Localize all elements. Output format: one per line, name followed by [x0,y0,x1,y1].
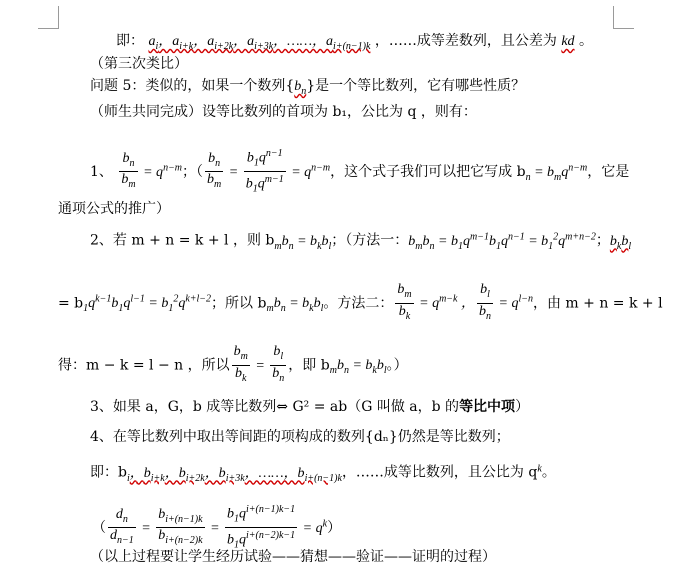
semicolon-paren: ；（ [182,163,204,180]
line-geometric-subsequence [90,460,556,487]
question-5-c: }是一个等比数列，它有哪些性质？ [306,78,526,94]
method-1-derivation: $b_mb_n = b_1q^{m-1}b_1q^{n-1} = b_1^2q^{m+n-2}$ [408,231,596,252]
item-3-text: 3、如果 a，G，b 成等比数列⇔ G² = ab（G 叫做 a，b 的 [90,399,460,415]
eq-q-n-m: = $q^{n-m}$ [139,162,183,180]
get-text: 得：m − k = l − n ，所以 [58,357,230,374]
close-paren: 。） [386,357,408,374]
namely-text: ，即 b [288,357,330,374]
teaching-note-text: （以上过程要让学生经历试验——猜想——验证——证明的过程） [90,549,496,565]
line-property-1: 1、 $\frac{b_n}{b_m}$ = $q^{n-m}$；（ $\frac{b_n}{b_m}$ = $\frac{b_1q^{n-1}}{b_1q^{m-1}}$ = $q^{n-m}$，这个式子我们可以把它写成 $b_n = b_mq^{n-m}$，它是 [90,146,629,198]
item-1-label: 1、 [90,163,113,180]
rewrite-text: ，这个式子我们可以把它写成 b [330,163,526,180]
formula-bm-bn: $_mb_n = b_kb_l$ [274,233,332,252]
ji-2: 即：b [90,464,127,481]
crop-mark-top-right [613,6,614,28]
line-generalization [58,200,170,218]
line-teaching-note [90,548,496,566]
bk-bl: $b_kb_l$ [609,233,632,252]
so-text: ；所以 b [211,295,267,312]
line-property-4 [90,428,510,446]
method-1-label: ；（方法一： [331,232,409,249]
fraction-bm-bk: $\frac{b_m}{b_k}$ [397,282,412,322]
seq-b: $b_n$ [294,79,307,97]
line-conclusion: 得：m − k = l − n ，所以 $\frac{b_m}{b_k}$ = $\frac{b_l}{b_n}$ ，即 $b_mb_n = b_kb_l$。） [58,344,408,387]
item-4-text: 4、在等比数列中取出等间距的项构成的数列{dₙ}仍然是等比数列； [90,429,510,445]
fraction-b1q: $\frac{b_1q^{i+(n-1)k-1}}{b_1q^{i+(n-2)k-1}}$ [227,504,296,551]
line-property-3 [90,398,529,416]
conclusion-2: $_mb_n = b_kb_l$ [329,358,387,377]
line-question-5 [90,77,525,101]
question-5-a: 问题 5：类似的，如果一个数列{ [90,78,295,94]
fraction-bl-bn-2: $\frac{b_l}{b_n}$ [272,344,285,384]
line-setup [90,103,477,121]
crop-mark-top-left-h [38,28,59,29]
fraction-b-index: $\frac{b_{i+(n-1)k}}{b_{i+(n-2)k}}$ [158,506,203,547]
geometric-mean-term: 等比中项 [459,399,516,415]
fraction-expanded: $\frac{b_1q^{n-1}}{b_1q^{m-1}}$ [245,148,284,195]
ratio-qk: k [537,463,542,474]
geo-term-list: $_i$，$b_{i+k}$，$b_{i+2k}$，$b_{i+3k}$，……，$b_{i+(n-1)k}$ [126,465,342,484]
close-paren-3: ） [515,399,530,415]
line-derivation-cont: = $b_1q^{k-1}b_1q^{l-1} = b_1^2q^{k+l-2}$；所以 $b_mb_n = b_kb_l$。方法二： $\frac{b_m}{b_k}$ = $q^{m-k}$ ， $\frac{b_l}{b_n}$ = $q^{l-n}$，由 m + n = k + l [58,282,663,325]
geo-conclusion: ，……成等比数列，且公比为 q [341,464,538,481]
fraction-dn: $\frac{d_n}{d_{n-1}}$ [110,506,134,547]
semicolon: ； [595,232,610,249]
crop-mark-top-right-h [613,28,634,29]
formula-bn-bm: $_n = b_mq^{n-m}$ [525,162,588,183]
fraction-bm-bk-2: $\frac{b_m}{b_k}$ [233,344,248,384]
conclusion-1: $_mb_n = b_kb_l$ [266,296,324,315]
close-paren-2: ） [327,519,342,536]
period-2: 。 [541,464,556,481]
third-analogy-text: （第三次类比） [90,56,188,72]
method-1-cont: $_1q^{k-1}b_1q^{l-1} = b_1^2q^{k+l-2}$ [83,293,212,315]
by-text: ，由 m + n = k + l [532,295,663,312]
line-property-2 [90,228,631,255]
fraction-bn-bm-2: $\frac{b_n}{b_m}$ [207,150,222,191]
open-paren: （ [92,519,106,536]
text-ji: 即： [116,33,144,49]
line-arithmetic-subsequence [116,32,593,56]
item-2-condition: 2、若 m + n = k + l ，则 b [90,232,275,249]
fraction-bl-bn: $\frac{b_l}{b_n}$ [479,282,491,322]
term-list: $a_i$，$a_{i+k}$，$a_{i+2k}$，$a_{i+3k}$，……，$a_{i+(n-1)k}$ [148,34,371,52]
eq-b: = b [58,295,84,312]
line-third-analogy [90,55,188,73]
crop-mark-top-left [58,6,59,28]
line-ratio-formula: （ $\frac{d_n}{d_{n-1}}$ = $\frac{b_{i+(n-1)k}}{b_{i+(n-2)k}}$ = $\frac{b_1q^{i+(n-1)k-1}}{b_1q^{i+(n-2)k-1}}$ = $q^k$） [92,502,341,554]
generalization-text: 通项公式的推广） [58,201,170,217]
method-2-label: 。方法二： [323,295,394,312]
text-arith-conclusion: ，……成等差数列，且公差为 [374,33,557,49]
setup-text: （师生共同完成）设等比数列的首项为 b₁，公比为 q ，则有： [90,104,477,120]
its-text: ，它是 [587,163,630,180]
period: 。 [579,33,593,49]
fraction-bn-bm: $\frac{b_n}{b_m}$ [121,150,136,191]
common-difference: kd [561,34,575,49]
